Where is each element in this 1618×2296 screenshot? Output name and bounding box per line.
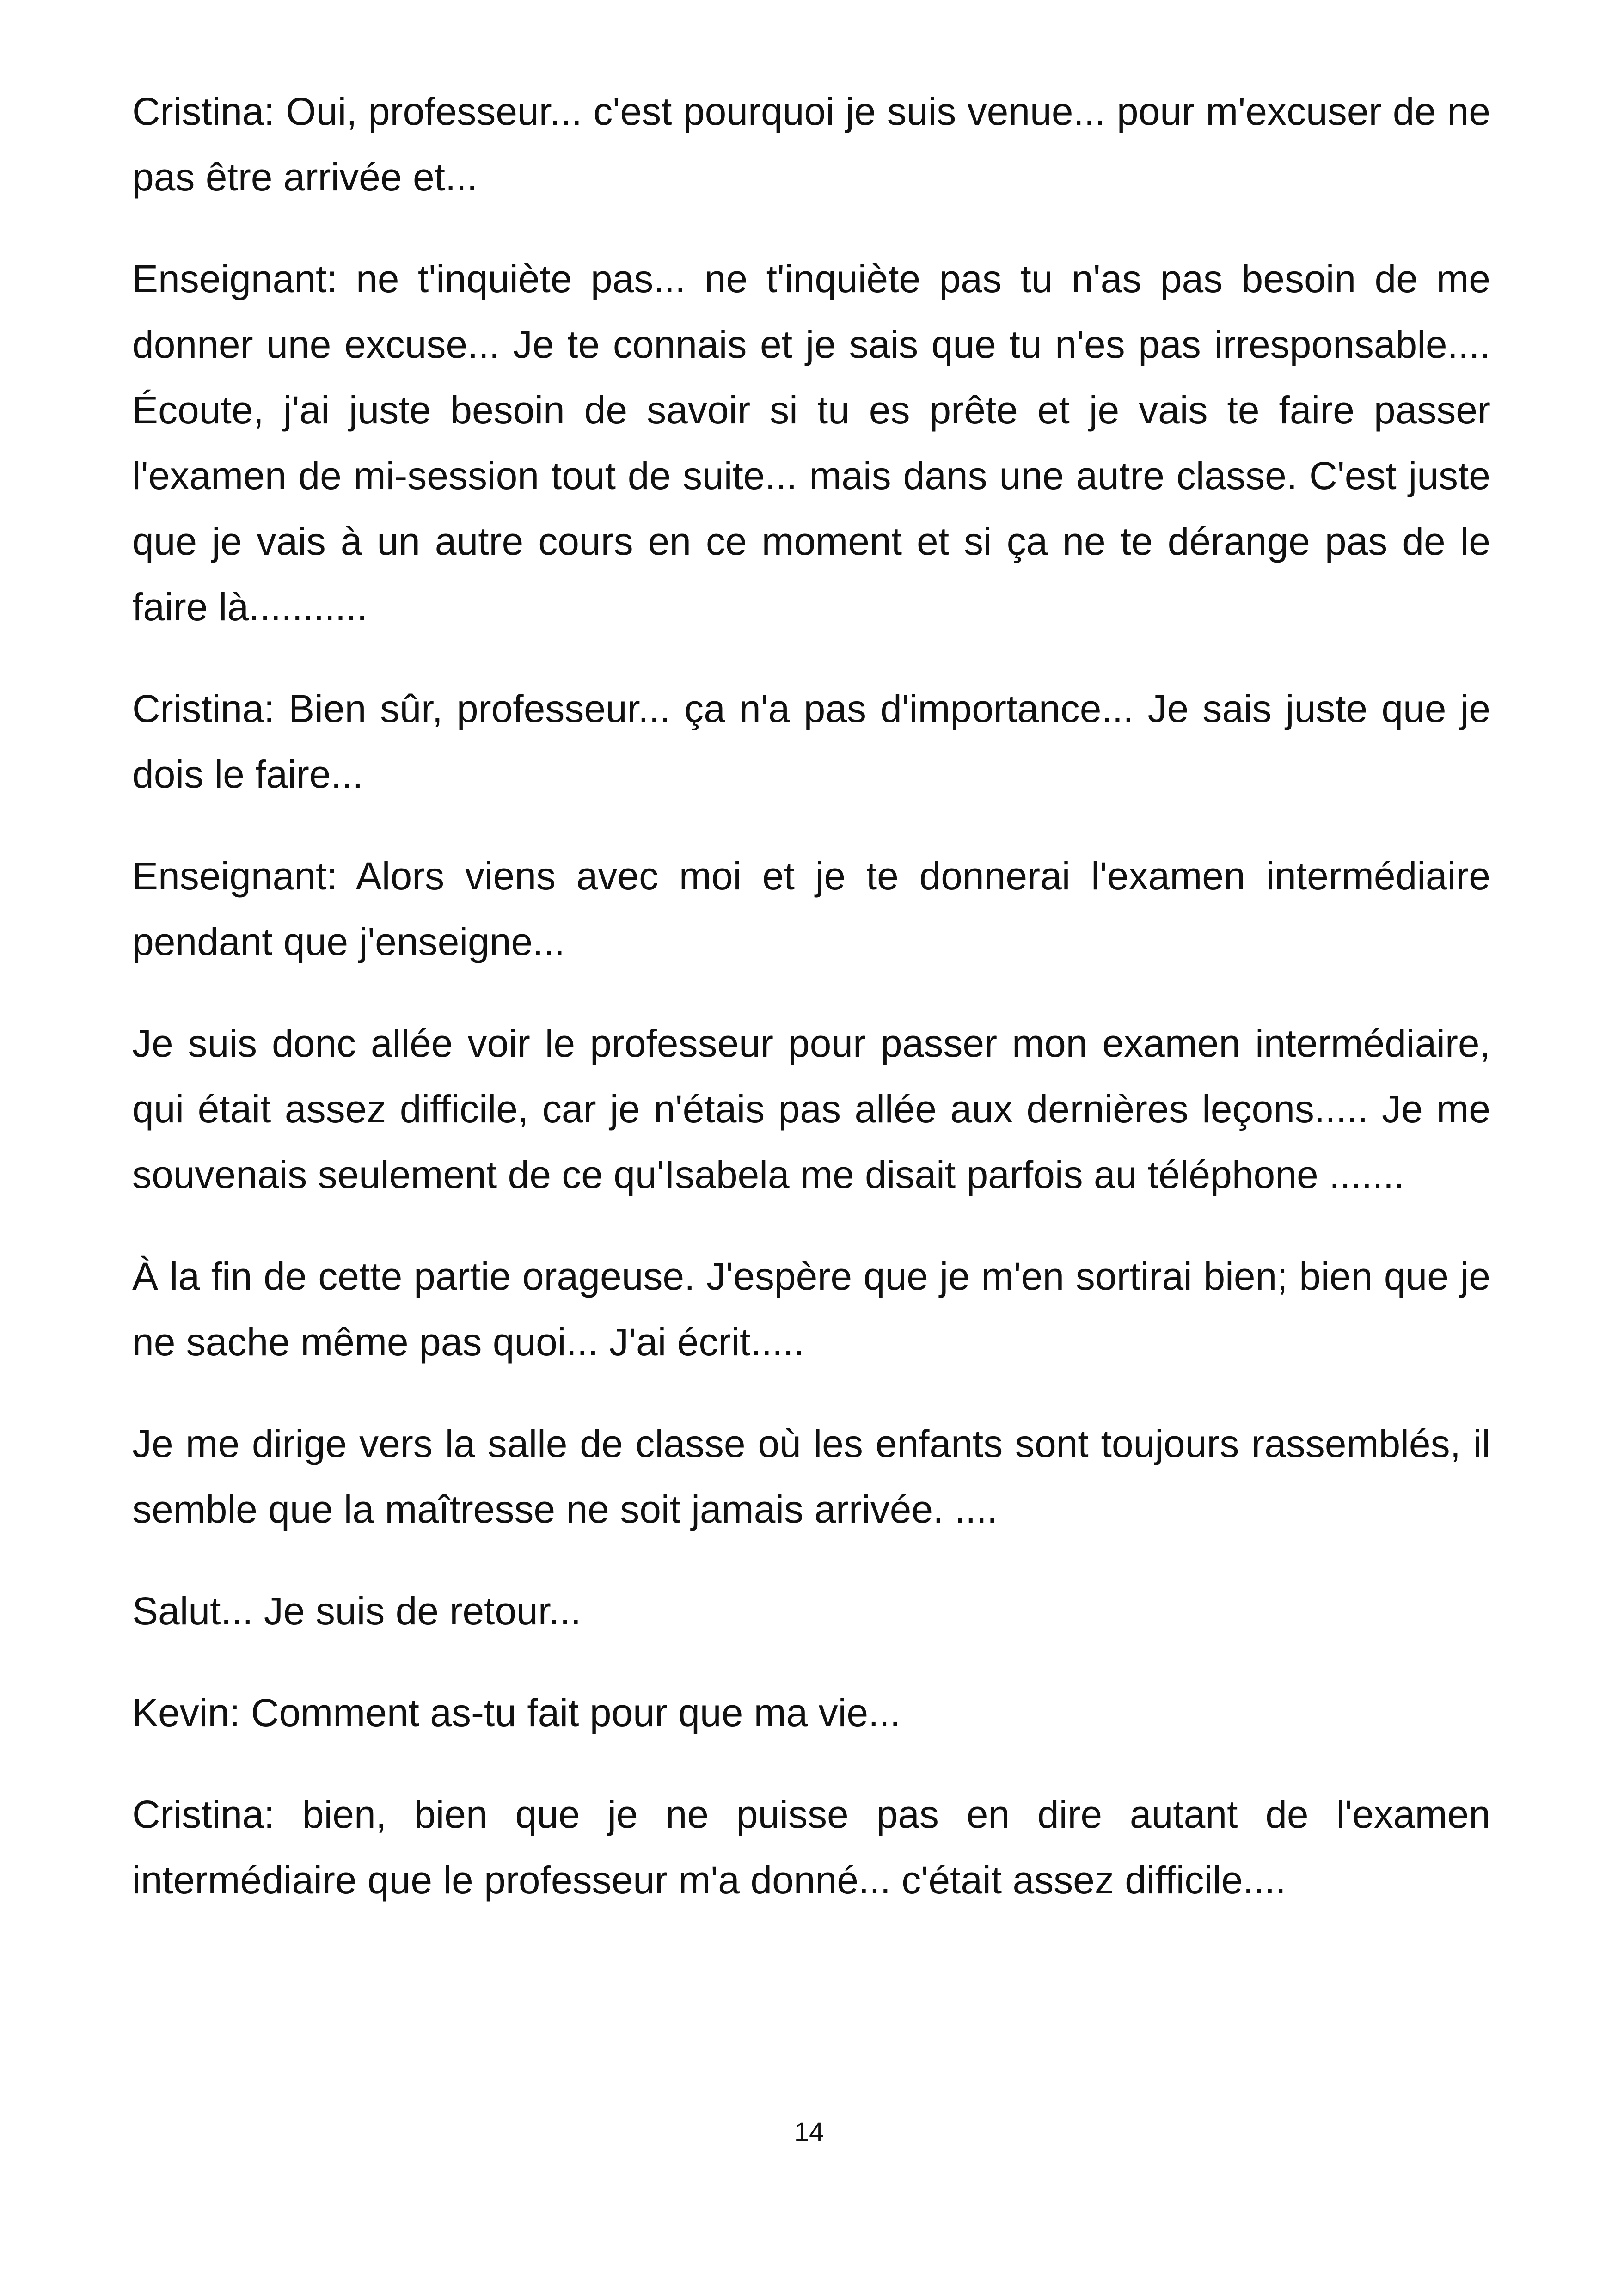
paragraph-greeting: Salut... Je suis de retour... [132, 1589, 582, 1633]
page-body [132, 79, 1490, 1949]
paragraph-kevin-question: Kevin: Comment as-tu fait pour que ma vie... [132, 1691, 901, 1734]
page-number: 14 [794, 2117, 824, 2147]
paragraph-narration-classroom: Je me dirige vers la salle de classe où les enfants sont toujours rassemblés, il semble que la maîtresse ne soit jamais arrivée. .... [132, 1422, 1490, 1531]
paragraph-narration-end: À la fin de cette partie orageuse. J'espère que je m'en sortirai bien; bien que je ne sache même pas quoi... J'ai écrit..... [132, 1255, 1490, 1364]
paragraph-teacher-reassurance: Enseignant: ne t'inquiète pas... ne t'inquiète pas tu n'as pas besoin de me donner une excuse... Je te connais et je sais que tu n'es pas irresponsable.... Écoute, j'ai juste besoin de savoir si tu es prête et je vais te faire passer l'examen de mi-session tout de suite... mais dans une autre classe. C'est juste que je vais à un autre cours en ce moment et si ça ne te dérange pas de le faire là........... [132, 257, 1490, 629]
paragraph-cristina-apology: Cristina: Oui, professeur... c'est pourquoi je suis venue... pour m'excuser de ne pas être arrivée et... [132, 90, 1490, 199]
paragraph-cristina-answer: Cristina: bien, bien que je ne puisse pas en dire autant de l'examen intermédiaire que le professeur m'a donné... c'était assez difficile.... [132, 1793, 1490, 1902]
paragraph-cristina-agrees: Cristina: Bien sûr, professeur... ça n'a pas d'importance... Je sais juste que je dois le faire... [132, 687, 1490, 796]
paragraph-teacher-invite: Enseignant: Alors viens avec moi et je te donnerai l'examen intermédiaire pendant que j'enseigne... [132, 854, 1490, 963]
paragraph-narration-exam: Je suis donc allée voir le professeur pour passer mon examen intermédiaire, qui était assez difficile, car je n'étais pas allée aux dernières leçons..... Je me souvenais seulement de ce qu'Isabela me disait parfois au téléphone ....... [132, 1022, 1490, 1196]
